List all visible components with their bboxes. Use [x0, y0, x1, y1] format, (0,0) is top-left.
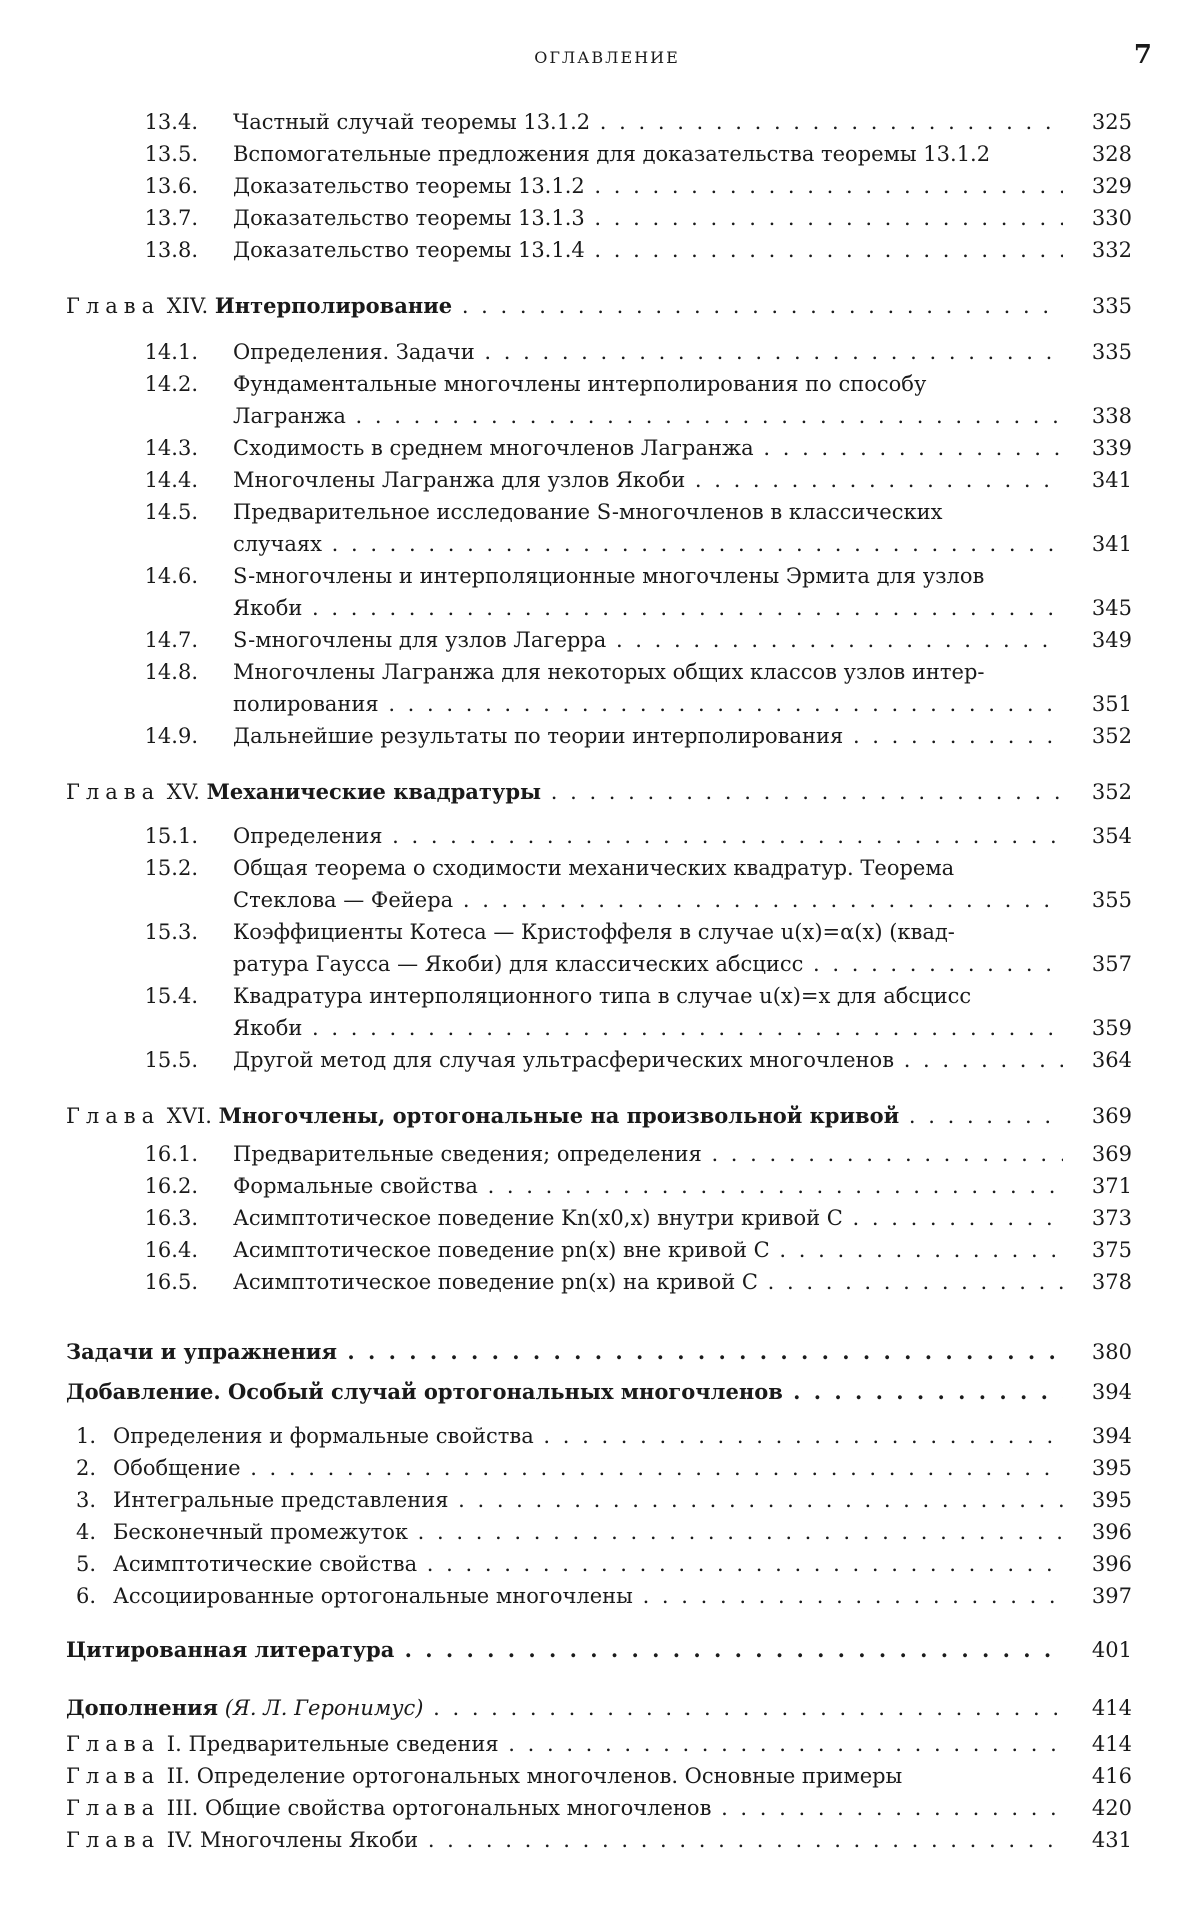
entry-page: 352: [1091, 724, 1132, 748]
entry-number: 14.2.: [144, 372, 198, 396]
chapter-word: Глава: [66, 1796, 161, 1820]
entry-title: [66, 1794, 1063, 1822]
entry-title: Предварительные сведения; определения . . .: [233, 1140, 1063, 1168]
entry-number: 13.7.: [144, 206, 198, 230]
entry-title-line1: Общая теорема о сходимости механических квадратур. Теорема: [233, 856, 955, 880]
entry-title: Определения . . .: [233, 822, 1063, 850]
chapter-name: Общие свойства ортогональных многочленов: [205, 1796, 712, 1820]
chapter-numeral: XV.: [166, 780, 200, 804]
entry-page: 369: [1091, 1142, 1132, 1166]
entry-title: Определения и формальные свойства . . .: [113, 1422, 1063, 1450]
entry-title: Асимптотическое поведение pn(x) на кривой C . . .: [233, 1268, 1063, 1296]
entry-page: 395: [1091, 1456, 1132, 1480]
entry-title: Сходимость в среднем многочленов Лагранжа . . .: [233, 434, 1063, 462]
entry-page: 357: [1091, 952, 1132, 976]
entry-title: Вспомогательные предложения для доказательства теоремы 13.1.2: [233, 142, 991, 166]
entry-title: Многочлены Лагранжа для узлов Якоби . . .: [233, 466, 1063, 494]
entry-page: 355: [1091, 888, 1132, 912]
entry-title: ратура Гаусса — Якоби) для классических абсцисс . . .: [233, 950, 1063, 978]
entry-title: S-многочлены для узлов Лагерра . . .: [233, 626, 1063, 654]
chapter-numeral: III.: [166, 1796, 199, 1820]
entry-title-line1: Квадратура интерполяционного типа в случае u(x)=x для абсцисс: [233, 984, 972, 1008]
entry-number: 16.5.: [144, 1270, 198, 1294]
chapter-name: Интерполирование: [214, 293, 453, 318]
entry-title: Доказательство теоремы 13.1.2 . . .: [233, 172, 1063, 200]
entry-page: 329: [1091, 174, 1132, 198]
entry-page: 431: [1091, 1828, 1132, 1852]
entry-page: 332: [1091, 238, 1132, 262]
entry-number: 13.8.: [144, 238, 198, 262]
entry-page: 330: [1091, 206, 1132, 230]
entry-page: 345: [1091, 596, 1132, 620]
entry-page: 396: [1091, 1552, 1132, 1576]
entry-title: Асимптотические свойства . . .: [113, 1550, 1063, 1578]
chapter-numeral: I.: [166, 1732, 182, 1756]
entry-number: 13.6.: [144, 174, 198, 198]
chapter-word: Глава: [66, 1828, 161, 1852]
entry-page: 395: [1091, 1488, 1132, 1512]
entry-page: 349: [1091, 628, 1132, 652]
entry-title: Доказательство теоремы 13.1.3 . . .: [233, 204, 1063, 232]
entry-number: 4.: [75, 1520, 96, 1544]
entry-page: 364: [1091, 1048, 1132, 1072]
entry-number: 16.2.: [144, 1174, 198, 1198]
chapter-word: Глава: [66, 1104, 161, 1128]
entry-number: 15.5.: [144, 1048, 198, 1072]
chapter-page: 369: [1091, 1104, 1132, 1128]
entry-page: 414: [1091, 1696, 1132, 1720]
entry-title: Добавление. Особый случай ортогональных многочленов . . .: [66, 1378, 1063, 1406]
chapter-word: Глава: [66, 1764, 161, 1788]
entry-title: [66, 1694, 1063, 1722]
entry-title: Лагранжа . . .: [233, 402, 1063, 430]
entry-title: Асимптотическое поведение pn(x) вне кривой C . . .: [233, 1236, 1063, 1264]
entry-number: 16.1.: [144, 1142, 198, 1166]
entry-title: Определения. Задачи . . .: [233, 338, 1063, 366]
chapter-numeral: XIV.: [166, 294, 209, 318]
entry-number: 14.5.: [144, 500, 198, 524]
chapter-page: 335: [1091, 294, 1132, 318]
entry-title-line1: Многочлены Лагранжа для некоторых общих классов узлов интер-: [233, 660, 985, 684]
entry-number: 6.: [75, 1584, 96, 1608]
entry-page: 380: [1091, 1340, 1132, 1364]
entry-number: 15.1.: [144, 824, 198, 848]
entry-page: 371: [1091, 1174, 1132, 1198]
running-head: ОГЛАВЛЕНИЕ: [534, 48, 680, 67]
entry-page: 394: [1091, 1424, 1132, 1448]
entry-number: 1.: [75, 1424, 96, 1448]
chapter-numeral: IV.: [166, 1828, 194, 1852]
entry-title: Асимптотическое поведение Kn(x0,x) внутри кривой C . . .: [233, 1204, 1063, 1232]
entry-number: 14.8.: [144, 660, 198, 684]
entry-number: 14.1.: [144, 340, 198, 364]
entry-page: 416: [1091, 1764, 1132, 1788]
chapter-name: Определение ортогональных многочленов. Основные примеры: [196, 1764, 903, 1788]
entry-number: 13.5.: [144, 142, 198, 166]
chapter-numeral: XVI.: [166, 1104, 212, 1128]
chapter-name: Механические квадратуры: [206, 779, 542, 804]
entry-page: 351: [1091, 692, 1132, 716]
entry-page: 341: [1091, 468, 1132, 492]
entry-number: 14.9.: [144, 724, 198, 748]
entry-number: 15.3.: [144, 920, 198, 944]
supplements-title: Дополнения: [66, 1695, 219, 1720]
entry-title: [66, 1826, 1063, 1854]
entry-title: Интегральные представления . . .: [113, 1486, 1063, 1514]
entry-number: 14.6.: [144, 564, 198, 588]
entry-page: 396: [1091, 1520, 1132, 1544]
entry-title: Дальнейшие результаты по теории интерполирования . . .: [233, 722, 1063, 750]
entry-title: [66, 1730, 1063, 1758]
entry-number: 14.3.: [144, 436, 198, 460]
entry-number: 15.4.: [144, 984, 198, 1008]
entry-title: Якоби . . .: [233, 594, 1063, 622]
entry-page: 325: [1091, 110, 1132, 134]
entry-title: полирования . . .: [233, 690, 1063, 718]
page-header: [62, 40, 1152, 80]
entry-number: 15.2.: [144, 856, 198, 880]
entry-title: [66, 1762, 1063, 1790]
entry-page: 375: [1091, 1238, 1132, 1262]
entry-page: 394: [1091, 1380, 1132, 1404]
entry-page: 401: [1091, 1638, 1132, 1662]
entry-title-line1: Предварительное исследование S-многочленов в классических: [233, 500, 943, 524]
chapter-word: Глава: [66, 294, 161, 318]
entry-number: 14.7.: [144, 628, 198, 652]
entry-title: Якоби . . .: [233, 1014, 1063, 1042]
entry-title: Стеклова — Фейера . . .: [233, 886, 1063, 914]
entry-number: 14.4.: [144, 468, 198, 492]
chapter-page: 352: [1091, 780, 1132, 804]
entry-page: 378: [1091, 1270, 1132, 1294]
entry-title: Частный случай теоремы 13.1.2 . . .: [233, 108, 1063, 136]
chapter-name: Многочлены Якоби: [199, 1828, 419, 1852]
entry-page: 397: [1091, 1584, 1132, 1608]
entry-title: случаях . . .: [233, 530, 1063, 558]
chapter-name: Предварительные сведения: [188, 1732, 499, 1756]
entry-title: Другой метод для случая ультрасферических многочленов . . .: [233, 1046, 1063, 1074]
entry-title: Цитированная литература . . .: [66, 1636, 1063, 1664]
entry-title: Обобщение . . .: [113, 1454, 1063, 1482]
entry-page: 420: [1091, 1796, 1132, 1820]
chapter-word: Глава: [66, 1732, 161, 1756]
chapter-numeral: II.: [166, 1764, 191, 1788]
entry-number: 16.4.: [144, 1238, 198, 1262]
entry-page: 373: [1091, 1206, 1132, 1230]
entry-page: 414: [1091, 1732, 1132, 1756]
entry-page: 328: [1091, 142, 1132, 166]
chapter-name: Многочлены, ортогональные на произвольной кривой: [218, 1103, 900, 1128]
entry-title-line1: S-многочлены и интерполяционные многочлены Эрмита для узлов: [233, 564, 985, 588]
entry-page: 339: [1091, 436, 1132, 460]
entry-page: 338: [1091, 404, 1132, 428]
entry-title-line1: Фундаментальные многочлены интерполирования по способу: [233, 372, 927, 396]
supplements-author: (Я. Л. Геронимус): [224, 1696, 424, 1720]
entry-page: 359: [1091, 1016, 1132, 1040]
entry-number: 3.: [75, 1488, 96, 1512]
chapter-title: [66, 778, 1063, 806]
chapter-title: [66, 1102, 1063, 1130]
entry-title: Задачи и упражнения . . .: [66, 1338, 1063, 1366]
entry-number: 16.3.: [144, 1206, 198, 1230]
entry-number: 2.: [75, 1456, 96, 1480]
entry-title: Ассоциированные ортогональные многочлены . . .: [113, 1582, 1063, 1610]
entry-page: 341: [1091, 532, 1132, 556]
entry-title: Доказательство теоремы 13.1.4 . . .: [233, 236, 1063, 264]
chapter-title: [66, 292, 1063, 320]
chapter-word: Глава: [66, 780, 161, 804]
entry-number: 5.: [75, 1552, 96, 1576]
entry-number: 13.4.: [144, 110, 198, 134]
entry-title: Формальные свойства . . .: [233, 1172, 1063, 1200]
page-number: 7: [1133, 40, 1152, 70]
entry-title-line1: Коэффициенты Котеса — Кристоффеля в случае u(x)=α(x) (квад-: [233, 920, 955, 944]
entry-title: Бесконечный промежуток . . .: [113, 1518, 1063, 1546]
entry-page: 354: [1091, 824, 1132, 848]
entry-page: 335: [1091, 340, 1132, 364]
